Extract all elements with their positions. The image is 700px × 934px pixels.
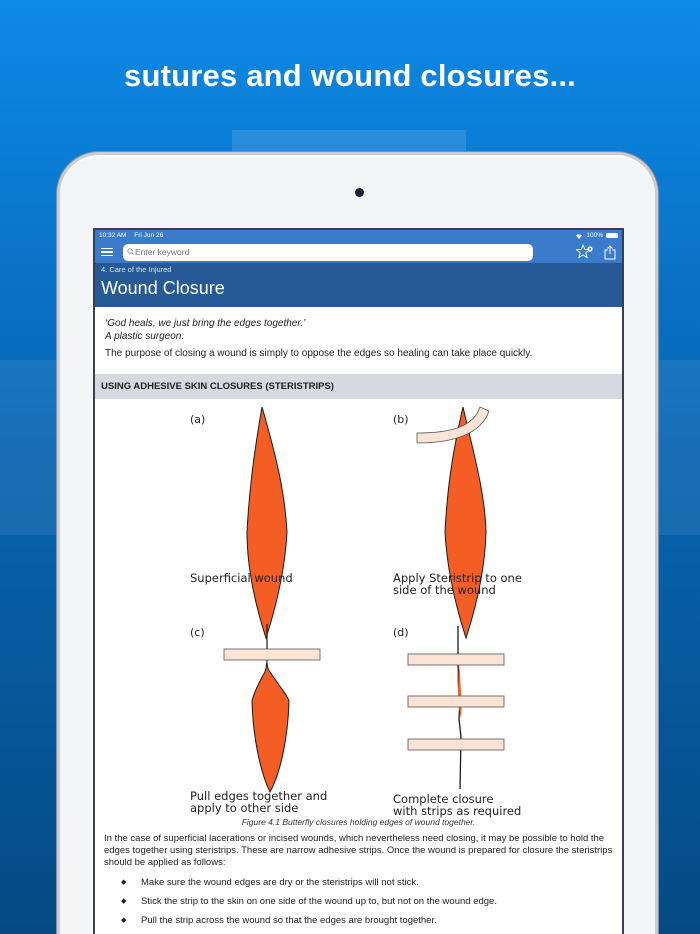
list-item: ◆ Pull the strip across the wound so that the edges are brought together. — [121, 911, 622, 930]
share-icon[interactable] — [604, 245, 616, 260]
promo-headline: sutures and wound closures... — [124, 58, 576, 93]
breadcrumb[interactable]: 4. Care of the Injured — [101, 265, 172, 274]
battery-icon — [606, 233, 618, 238]
status-time: 10:32 AM — [99, 232, 127, 239]
epigraph-quote — [95, 307, 622, 343]
chapter-header — [95, 263, 622, 307]
intro-paragraph: The purpose of closing a wound is simply to oppose the edges so healing can take place quickly. — [105, 348, 533, 359]
section-heading: USING ADHESIVE SKIN CLOSURES (STERISTRIPS) — [95, 374, 622, 399]
figure-butterfly-closures — [95, 399, 622, 824]
status-bar — [95, 230, 622, 241]
panel-b-label: (b) — [393, 413, 409, 426]
panel-a-label: (a) — [190, 413, 206, 426]
battery-percent: 100% — [586, 232, 603, 239]
search-input[interactable] — [135, 247, 515, 257]
search-field[interactable] — [123, 244, 533, 261]
ipad-device-frame — [57, 152, 658, 934]
panel-a-caption: Superficial wound — [190, 571, 293, 585]
panel-c-label: (c) — [190, 626, 205, 639]
quote-attribution: A plastic surgeon. — [105, 330, 185, 342]
wifi-icon — [575, 233, 583, 239]
bullet-icon: ◆ — [121, 917, 127, 924]
figure-caption: Figure 4.1 Butterfly closures holding edges of wound together. — [241, 817, 476, 827]
hamburger-icon[interactable] — [101, 248, 113, 257]
nav-bar — [95, 241, 622, 263]
panel-d-caption: Complete closure with strips as required — [393, 792, 522, 818]
list-item: ◆ Stick the strip to the skin on one side of the wound up to, but not on the wound edge. — [121, 892, 622, 911]
star-add-icon[interactable] — [576, 244, 594, 260]
panel-d-label: (d) — [393, 626, 409, 639]
list-item: ◆ Make sure the wound edges are dry or the steristrips will not stick. — [121, 873, 622, 892]
panel-b-caption: Apply Steristrip to one side of the wound — [393, 571, 522, 597]
app-screen — [93, 228, 624, 934]
panel-c-caption: Pull edges together and apply to other side — [190, 789, 328, 815]
body-paragraph: In the case of superficial lacerations or incised wounds, which nevertheless need closing, it may be possible to hold the edges together using steristrips. These are narrow adhesive strips. Once the wound is prepared for closure the steristrips should be applied as follows: — [104, 833, 613, 868]
search-icon — [127, 248, 134, 257]
camera-icon — [355, 188, 364, 197]
status-date: Fri Jun 26 — [134, 232, 164, 239]
bullet-icon: ◆ — [121, 898, 127, 905]
wound-closure-illustration — [95, 399, 622, 824]
page-title: Wound Closure — [101, 278, 225, 298]
bullet-icon: ◆ — [121, 879, 127, 886]
article-content — [95, 307, 622, 930]
quote-text: ‘God heals, we just bring the edges together.’ — [105, 318, 306, 329]
instruction-list — [95, 869, 622, 930]
